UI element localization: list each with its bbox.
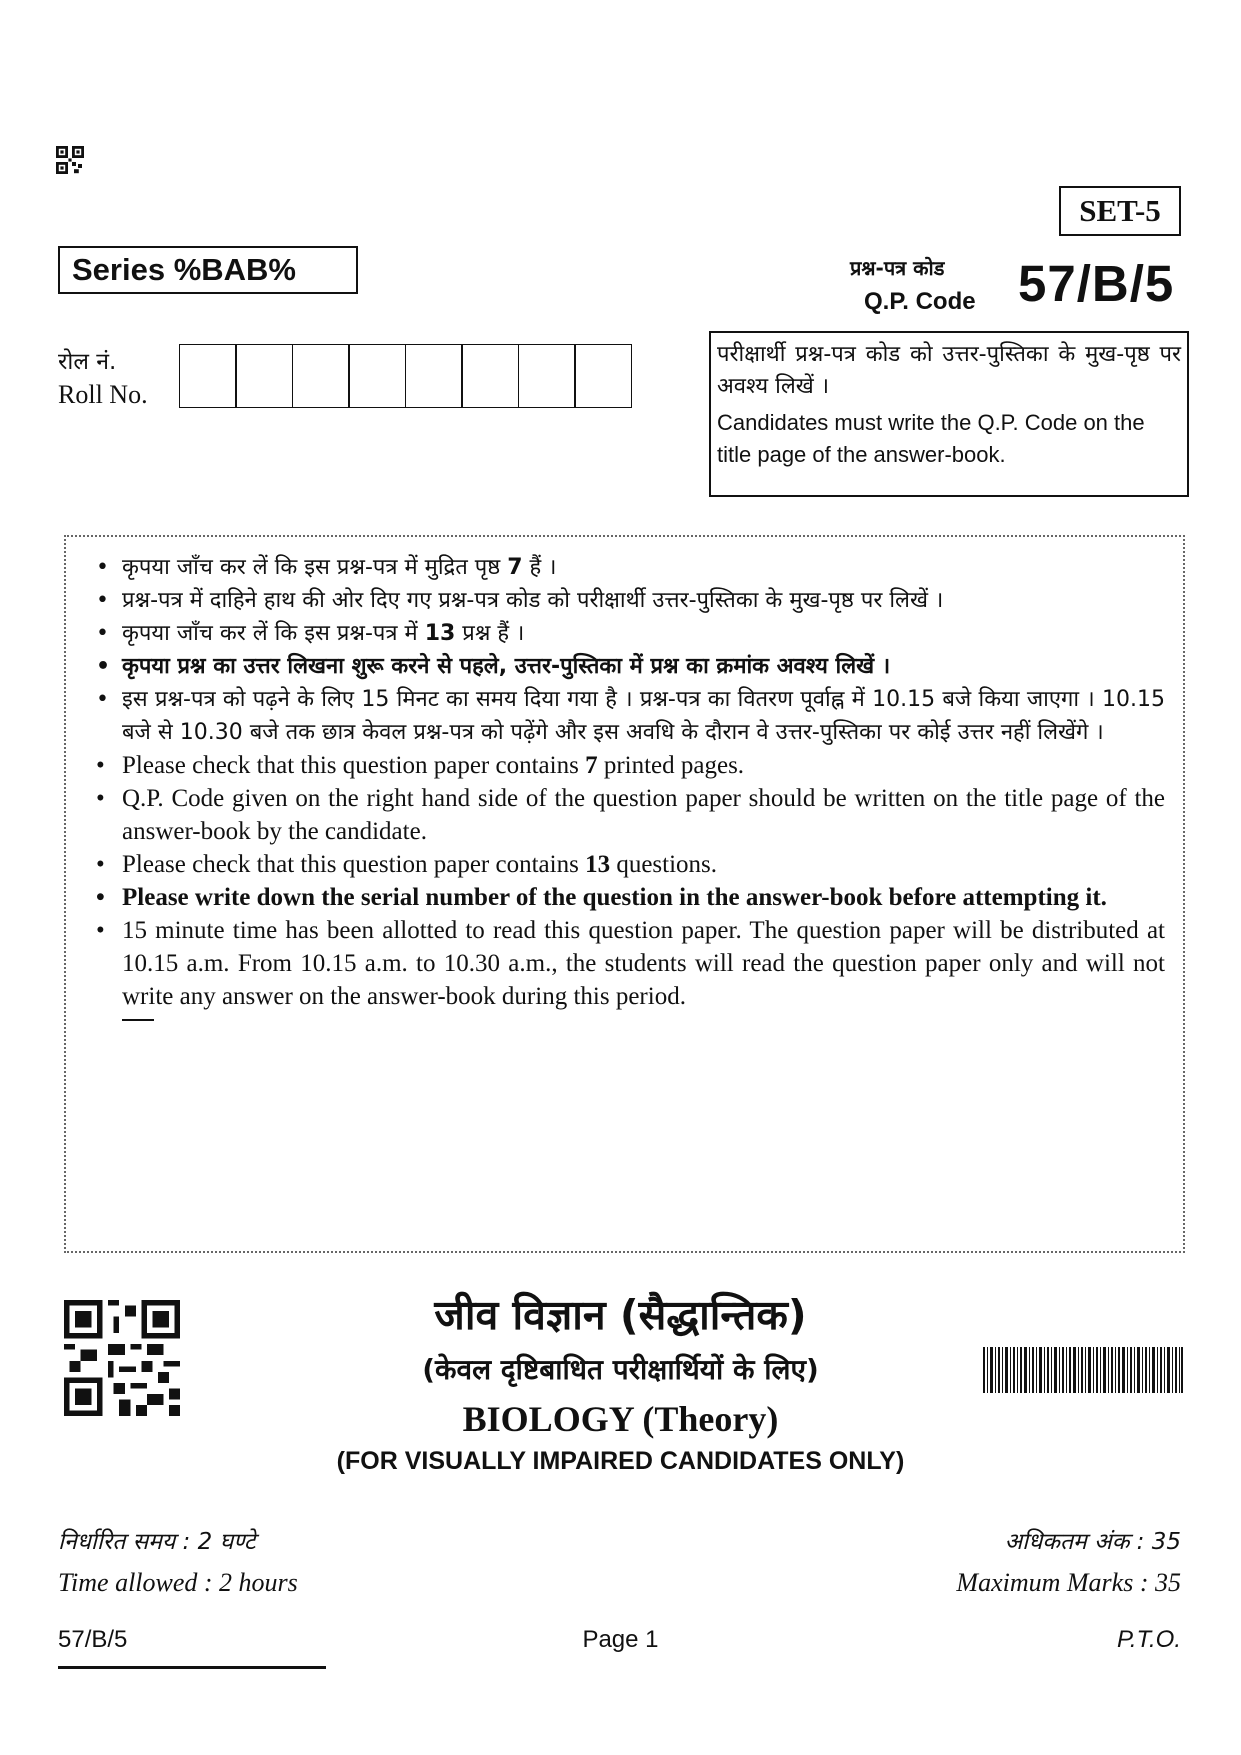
- roll-label-hindi: रोल नं.: [58, 349, 117, 375]
- instructions-end-dash: [122, 1019, 154, 1021]
- instruction-item: • Please check that this question paper contains 13 questions.: [96, 851, 718, 878]
- instructions-list: [86, 551, 1165, 1013]
- subject-subtitle-hindi: (केवल दृष्टिबाधित परीक्षार्थियों के लिए): [422, 1353, 819, 1386]
- subject-title: BIOLOGY (Theory): [462, 1399, 779, 1439]
- roll-label: Roll No.: [58, 380, 148, 409]
- pto-label: P.T.O.: [1116, 1626, 1181, 1653]
- instruction-item: • कृपया जाँच कर लें कि इस प्रश्न-पत्र में 13 प्रश्न हैं ।: [96, 621, 525, 646]
- instruction-item: • Please write down the serial number of the question in the answer-book before attempting it.: [96, 884, 1107, 911]
- instruction-item: • प्रश्न-पत्र में दाहिने हाथ की ओर दिए गए प्रश्न-पत्र कोड को परीक्षार्थी उत्तर-पुस्तिका के मुख-पृष्ठ पर लिखें ।: [96, 588, 944, 613]
- instruction-item: • इस प्रश्न-पत्र को पढ़ने के लिए 15 मिनट का समय दिया गया है । प्रश्न-पत्र का वितरण पूर्वाह्न में 10.15 बजे किया जाएगा । 10.15 बजे से 10.30 बजे तक छात्र केवल प्रश्न-पत्र को पढ़ेंगे और इस अवधि के दौरान वे उत्तर-पुस्तिका पर कोई उत्तर नहीं लिखेंगे ।: [96, 687, 1165, 745]
- roll-cell[interactable]: [235, 344, 293, 408]
- page-number: Page 1: [582, 1626, 659, 1653]
- footer-underline: [58, 1666, 326, 1669]
- instruction-item: • कृपया जाँच कर लें कि इस प्रश्न-पत्र में मुद्रित पृष्ठ 7 हैं ।: [96, 555, 557, 580]
- qp-code-label: Q.P. Code: [864, 288, 976, 315]
- roll-cell[interactable]: [292, 344, 350, 408]
- instruction-item: • Please check that this question paper contains 7 printed pages.: [96, 752, 745, 779]
- subject-subtitle: (FOR VISUALLY IMPAIRED CANDIDATES ONLY): [336, 1447, 905, 1475]
- qp-code-note-box: [709, 331, 1189, 497]
- roll-number-grid: [180, 344, 632, 408]
- small-qr-code-icon: [56, 146, 84, 174]
- qp-code-value: 57/B/5: [1018, 255, 1175, 312]
- footer-qp-code: 57/B/5: [58, 1626, 128, 1653]
- roll-cell[interactable]: [179, 344, 237, 408]
- subject-title-hindi: जीव विज्ञान (सैद्धान्तिक): [434, 1291, 807, 1339]
- instruction-item: • 15 minute time has been allotted to read this question paper. The question paper will be distributed at 10.15 a.m. From 10.15 a.m. to 10.30 a.m., the students will read the question paper only and will not write any answer on the answer-book during this period.: [96, 917, 1165, 1010]
- time-allowed: Time allowed : 2 hours: [58, 1568, 298, 1597]
- roll-cell[interactable]: [348, 344, 406, 408]
- instruction-item: • Q.P. Code given on the right hand side of the question paper should be written on the title page of the answer-book by the candidate.: [96, 785, 1165, 845]
- series-label: Series %BAB%: [58, 246, 358, 294]
- roll-cell[interactable]: [405, 344, 463, 408]
- roll-cell[interactable]: [574, 344, 632, 408]
- note-english: Candidates must write the Q.P. Code on the title page of the answer-book.: [717, 410, 1145, 467]
- set-label: SET-5: [1059, 186, 1181, 236]
- maximum-marks: Maximum Marks : 35: [956, 1568, 1181, 1597]
- note-hindi: परीक्षार्थी प्रश्न-पत्र कोड को उत्तर-पुस्तिका के मुख-पृष्ठ पर अवश्य लिखें ।: [717, 342, 1181, 399]
- time-allowed-hindi: निर्धारित समय : 2 घण्टे: [58, 1529, 256, 1555]
- instruction-item: • कृपया प्रश्न का उत्तर लिखना शुरू करने से पहले, उत्तर-पुस्तिका में प्रश्न का क्रमांक अवश्य लिखें ।: [96, 654, 891, 679]
- roll-cell[interactable]: [518, 344, 576, 408]
- maximum-marks-hindi: अधिकतम अंक : 35: [1004, 1529, 1181, 1555]
- instructions-box: [64, 535, 1185, 1253]
- qp-code-hindi-label: प्रश्न-पत्र कोड: [850, 256, 945, 280]
- roll-cell[interactable]: [461, 344, 519, 408]
